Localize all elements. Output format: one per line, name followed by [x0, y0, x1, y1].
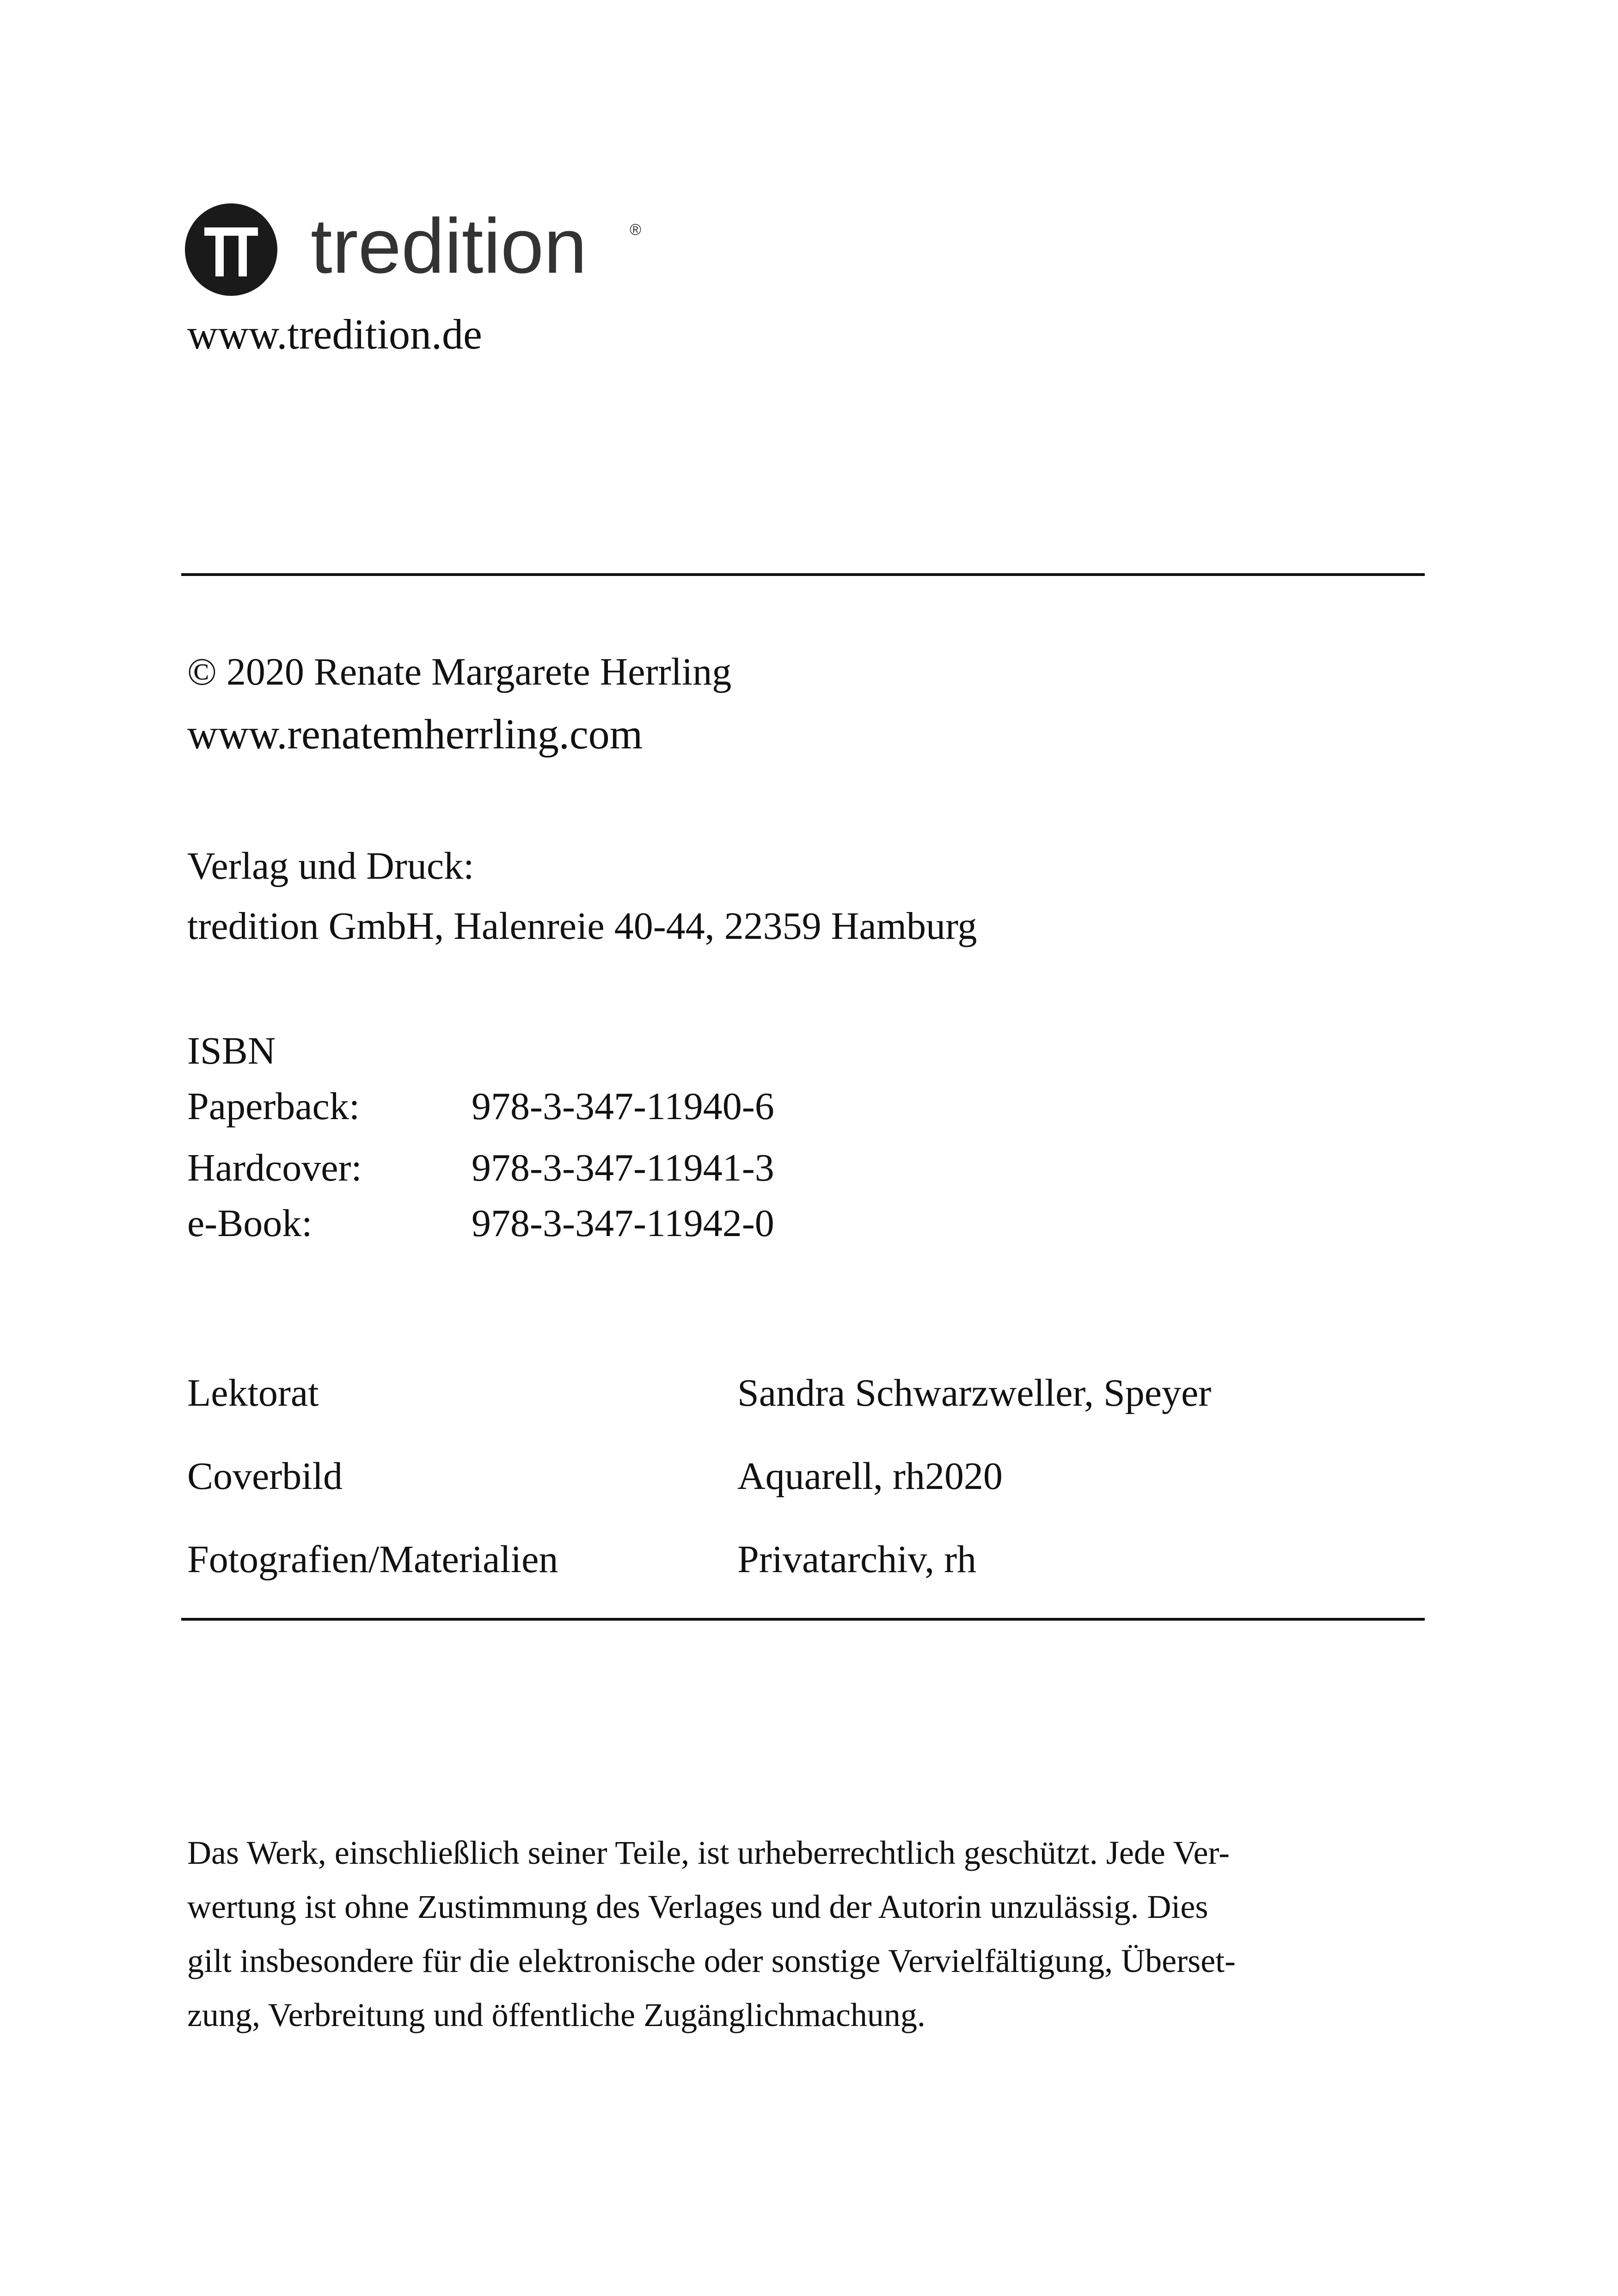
isbn-ebook-value: 978-3-347-11942-0 [472, 1202, 774, 1245]
isbn-paperback-label: Paperback: [187, 1085, 360, 1128]
tredition-emblem-icon [185, 203, 277, 296]
top-divider [181, 573, 1425, 576]
isbn-ebook-label: e-Book: [187, 1202, 313, 1245]
author-website[interactable]: www.renatemherrling.com [187, 710, 643, 758]
isbn-hardcover-label: Hardcover: [187, 1146, 362, 1189]
notice-line: wertung ist ohne Zustimmung des Verlages und der Autorin unzulässig. Dies [187, 1888, 1208, 1925]
isbn-paperback-value: 978-3-347-11940-6 [472, 1085, 774, 1128]
publisher-website[interactable]: www.tredition.de [187, 311, 482, 358]
copyright-notice [187, 1826, 1435, 2042]
isbn-hardcover-value: 978-3-347-11941-3 [472, 1146, 774, 1189]
credit-fotografien-value: Privatarchiv, rh [737, 1538, 977, 1581]
registered-mark: ® [630, 221, 642, 239]
notice-line: gilt insbesondere für die elektronische oder sonstige Vervielfältigung, Überset- [187, 1942, 1236, 1979]
tredition-logo [185, 203, 647, 305]
tredition-logo-text: tredition [311, 203, 587, 289]
credit-coverbild-label: Coverbild [187, 1455, 343, 1498]
notice-line: zung, Verbreitung und öffentliche Zugänglichmachung. [187, 1996, 925, 2033]
isbn-heading: ISBN [187, 1029, 276, 1072]
notice-line: Das Werk, einschließlich seiner Teile, ist urheberrechtlich geschützt. Jede Ver- [187, 1834, 1230, 1871]
bottom-divider [181, 1618, 1425, 1621]
copyright-line: © 2020 Renate Margarete Herrling [187, 650, 732, 693]
credit-lektorat-value: Sandra Schwarzweller, Speyer [737, 1371, 1212, 1414]
credit-coverbild-value: Aquarell, rh2020 [737, 1455, 1003, 1498]
credit-lektorat-label: Lektorat [187, 1371, 319, 1414]
printing-address: tredition GmbH, Halenreie 40-44, 22359 Hamburg [187, 905, 977, 948]
credit-fotografien-label: Fotografien/Materialien [187, 1538, 558, 1581]
printing-label: Verlag und Druck: [187, 845, 474, 888]
